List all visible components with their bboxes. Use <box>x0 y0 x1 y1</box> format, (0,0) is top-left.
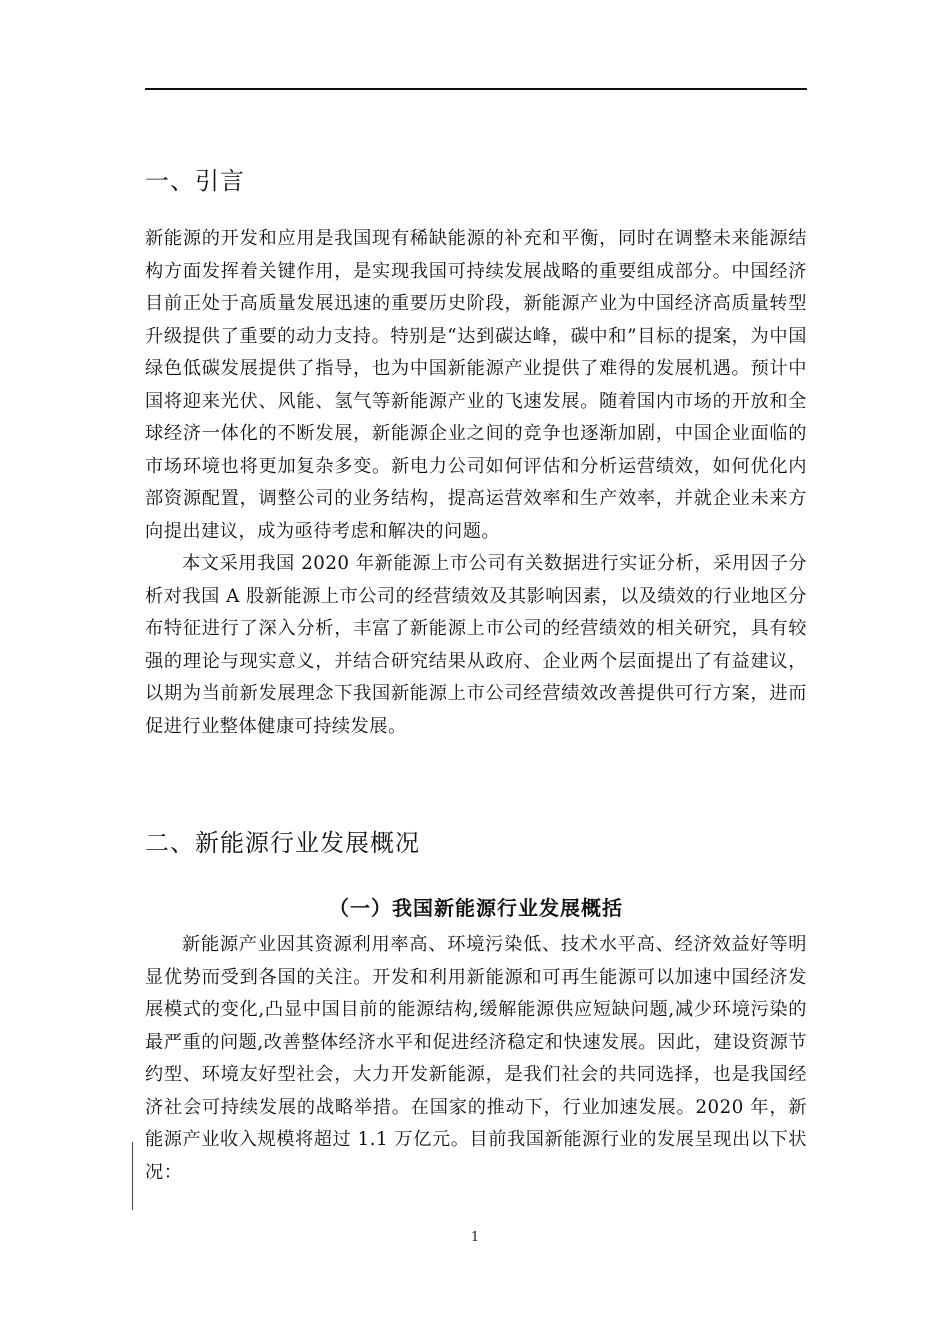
section-heading-industry-overview: 二、新能源行业发展概况 <box>145 829 420 857</box>
body-paragraph: 新能源产业因其资源利用率高、环境污染低、技术水平高、经济效益好等明显优势而受到各国的关注。开发和利用新能源和可再生能源可以加速中国经济发展模式的变化,凸显中国目前的能源结构,缓解能源供应短缺问题,减少环境污染的最严重的问题,改善整体经济水平和促进经济稳定和快速发展。因此，建设资源节约型、环境友好型社会，大力开发新能源，是我们社会的共同选择，也是我国经济社会可持续发展的战略举措。在国家的推动下，行业加速发展。2020 年，新能源产业收入规模将超过 1.1 万亿元。目前我国新能源行业的发展呈现出以下状况： <box>145 934 807 1183</box>
subsection-heading: （一）我国新能源行业发展概括 <box>329 896 623 920</box>
introduction-body <box>145 223 807 743</box>
header-rule <box>145 88 807 90</box>
revision-bar <box>132 1142 133 1210</box>
body-paragraph: 新能源的开发和应用是我国现有稀缺能源的补充和平衡，同时在调整未来能源结构方面发挥着关键作用，是实现我国可持续发展战略的重要组成部分。中国经济目前正处于高质量发展迅速的重要历史阶段，新能源产业为中国经济高质量转型升级提供了重要的动力支持。特别是“达到碳达峰，碳中和”目标的提案，为中国绿色低碳发展提供了指导，也为中国新能源产业提供了难得的发展机遇。预计中国将迎来光伏、风能、氢气等新能源产业的飞速发展。随着国内市场的开放和全球经济一体化的不断发展，新能源企业之间的竞争也逐渐加剧，中国企业面临的市场环境也将更加复杂多变。新电力公司如何评估和分析运营绩效，如何优化内部资源配置，调整公司的业务结构，提高运营效率和生产效率，并就企业未来方向提出建议，成为亟待考虑和解决的问题。 <box>145 228 807 542</box>
page-number: 1 <box>470 1230 480 1245</box>
section-heading-introduction: 一、引言 <box>145 167 245 195</box>
page-content <box>145 150 807 1189</box>
body-paragraph: 本文采用我国 2020 年新能源上市公司有关数据进行实证分析，采用因子分析对我国 A 股新能源上市公司的经营绩效及其影响因素，以及绩效的行业地区分布特征进行了深入分析，丰富了新能源上市公司的经营绩效的相关研究，具有较强的理论与现实意义，并结合研究结果从政府、企业两个层面提出了有益建议，以期为当前新发展理念下我国新能源上市公司经营绩效改善提供可行方案，进而促进行业整体健康可持续发展。 <box>145 553 807 737</box>
